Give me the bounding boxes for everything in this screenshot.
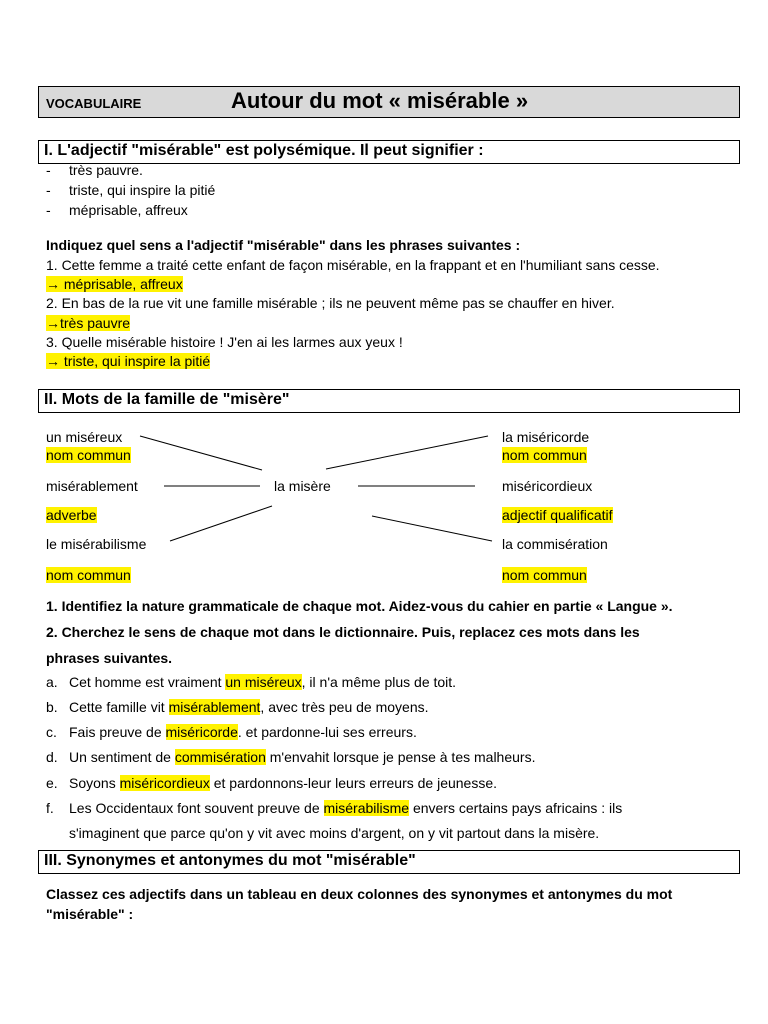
word-nature: nom commun (46, 567, 131, 583)
list-item: - (46, 182, 51, 198)
list-item: très pauvre. (69, 162, 143, 178)
list-item: - (46, 162, 51, 178)
section3-instruction-cont: "misérable" : (46, 906, 134, 922)
fill-sentence-f: f. Les Occidentaux font souvent preuve de misérabilisme envers certains pays africains : ils (46, 800, 623, 816)
section3-heading: III. Synonymes et antonymes du mot "misérable" (44, 852, 416, 869)
exercise-sentence: 3. Quelle misérable histoire ! J'en ai les larmes aux yeux ! (46, 334, 403, 350)
exercise-sentence: 1. Cette femme a traité cette enfant de façon misérable, en la frappant et en l'humiliant sans cesse. (46, 257, 660, 273)
center-word: la misère (274, 478, 331, 494)
family-word: misérablement (46, 478, 138, 494)
section1-instruction: Indiquez quel sens a l'adjectif "misérable" dans les phrases suivantes : (46, 237, 521, 253)
fill-sentence-a: a. Cet homme est vraiment un miséreux, il n'a même plus de toit. (46, 674, 457, 690)
section1-heading: I. L'adjectif "misérable" est polysémique. Il peut signifier : (44, 142, 484, 159)
section2-heading: II. Mots de la famille de "misère" (44, 391, 290, 408)
list-item: méprisable, affreux (69, 202, 188, 218)
exercise-sentence: 2. En bas de la rue vit une famille misérable ; ils ne peuvent même pas se chauffer en hiver. (46, 295, 615, 311)
family-word: miséricordieux (502, 478, 593, 494)
fill-sentence-f-cont: s'imaginent que parce qu'on y vit avec moins d'argent, on y vit partout dans la misère. (69, 825, 600, 841)
family-word: un miséreux (46, 429, 123, 445)
fill-sentence-b: b. Cette famille vit misérablement, avec très peu de moyens. (46, 699, 429, 715)
word-nature: nom commun (46, 447, 131, 463)
word-nature: adverbe (46, 507, 97, 523)
page-title: Autour du mot « misérable » (231, 88, 529, 113)
section3-instruction: Classez ces adjectifs dans un tableau en deux colonnes des synonymes et antonymes du mot (46, 886, 673, 902)
word-nature: adjectif qualificatif (502, 507, 613, 523)
fill-sentence-d: d. Un sentiment de commisération m'envahit lorsque je pense à tes malheurs. (46, 749, 536, 765)
vocabulary-label: VOCABULAIRE (46, 96, 142, 111)
list-item: - (46, 202, 51, 218)
exercise-answer: →très pauvre (46, 315, 131, 331)
fill-sentence-c: c. Fais preuve de miséricorde. et pardonne-lui ses erreurs. (46, 724, 417, 740)
question-2: 2. Cherchez le sens de chaque mot dans le dictionnaire. Puis, replacez ces mots dans les (46, 624, 640, 640)
fill-sentence-e: e. Soyons miséricordieux et pardonnons-leur leurs erreurs de jeunesse. (46, 775, 498, 791)
family-word: la miséricorde (502, 429, 590, 445)
list-item: triste, qui inspire la pitié (69, 182, 216, 198)
question-1: 1. Identifiez la nature grammaticale de chaque mot. Aidez-vous du cahier en partie « Langue ». (46, 598, 673, 614)
exercise-answer: → méprisable, affreux (46, 276, 183, 292)
word-nature: nom commun (502, 447, 587, 463)
exercise-answer: → triste, qui inspire la pitié (46, 353, 211, 369)
question-2-cont: phrases suivantes. (46, 650, 173, 666)
family-word: le misérabilisme (46, 536, 147, 552)
word-nature: nom commun (502, 567, 587, 583)
family-word: la commisération (502, 536, 608, 552)
